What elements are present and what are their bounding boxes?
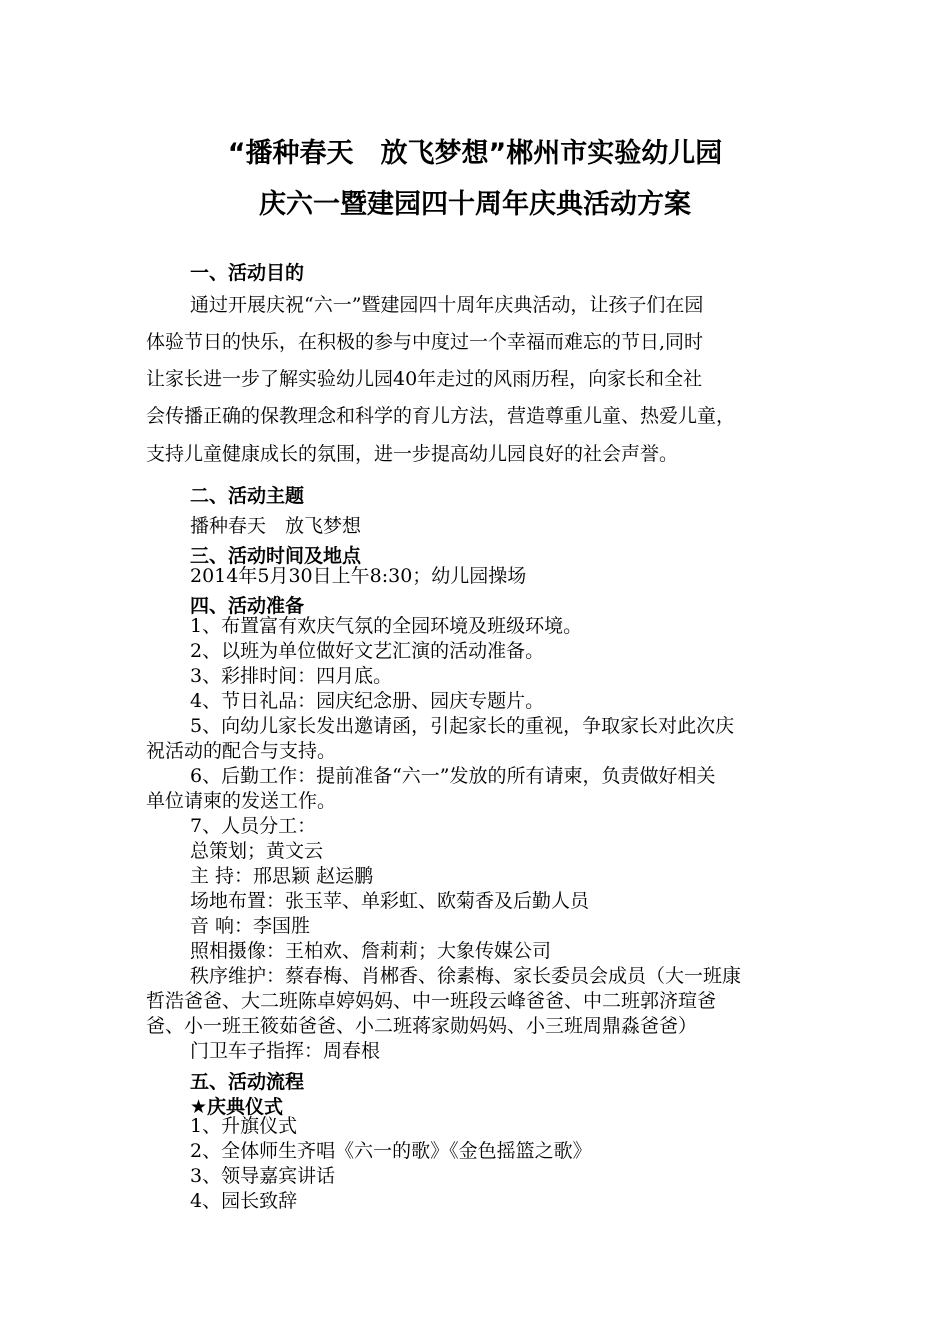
list-item: 3、彩排时间：四月底。: [190, 665, 393, 687]
paragraph-line: 支持儿童健康成长的氛围，进一步提高幼儿园良好的社会声誉。: [146, 443, 679, 465]
list-item: 2、以班为单位做好文艺汇演的活动准备。: [190, 640, 545, 662]
list-item: 单位请柬的发送工作。: [146, 790, 337, 812]
paragraph-line: 会传播正确的保教理念和科学的育儿方法，营造尊重儿童、热爱儿童，: [146, 405, 736, 427]
list-item: 门卫车子指挥：周春根: [190, 1040, 381, 1062]
section-5-heading: 五、活动流程: [190, 1071, 305, 1093]
document-title-line-1: “播种春天 放飞梦想”郴州市实验幼儿园: [227, 138, 723, 169]
list-item: 1、布置富有欢庆气氛的全园环境及班级环境。: [190, 615, 583, 637]
list-item: 爸、小一班王筱茹爸爸、小二班蒋家勋妈妈、小三班周鼎淼爸爸）: [146, 1015, 698, 1037]
list-item: 4、节日礼品：园庆纪念册、园庆专题片。: [190, 690, 545, 712]
list-item: 2、全体师生齐唱《六一的歌》《金色摇篮之歌》: [190, 1140, 592, 1162]
section-1-heading: 一、活动目的: [190, 262, 305, 284]
list-item: 4、园长致辞: [190, 1190, 298, 1212]
list-item: 总策划；黄文云: [190, 840, 324, 862]
ceremony-subheading: ★庆典仪式: [190, 1096, 284, 1118]
list-item: 5、向幼儿家长发出邀请函，引起家长的重视，争取家长对此次庆: [190, 715, 735, 737]
list-item: 祝活动的配合与支持。: [146, 740, 337, 762]
section-2-heading: 二、活动主题: [190, 485, 305, 507]
paragraph-line: 让家长进一步了解实验幼儿园40年走过的风雨历程，向家长和全社: [146, 368, 703, 390]
section-3-heading: 三、活动时间及地点: [190, 545, 362, 567]
list-item: 哲浩爸爸、大二班陈卓婷妈妈、中一班段云峰爸爸、中二班郭济瑄爸: [146, 990, 717, 1012]
list-item: 6、后勤工作：提前准备“六一”发放的所有请柬，负责做好相关: [190, 765, 716, 787]
list-item: 1、升旗仪式: [190, 1115, 298, 1137]
list-item: 3、领导嘉宾讲话: [190, 1165, 336, 1187]
activity-theme: 播种春天 放飞梦想: [190, 515, 362, 537]
list-item: 主 持：邢思颖 赵运鹏: [190, 865, 374, 887]
paragraph-line: 体验节日的快乐，在积极的参与中度过一个幸福而难忘的节日,同时: [146, 331, 704, 353]
list-item: 照相摄像：王柏欢、詹莉莉；大象传媒公司: [190, 940, 552, 962]
list-item: 秩序维护：蔡春梅、肖郴香、徐素梅、家长委员会成员（大一班康: [190, 965, 742, 987]
section-4-heading: 四、活动准备: [190, 595, 305, 617]
list-item: 7、人员分工：: [190, 815, 317, 837]
list-item: 场地布置：张玉苹、单彩虹、欧菊香及后勤人员: [190, 890, 590, 912]
list-item: 音 响：李国胜: [190, 915, 311, 937]
document-title-line-2: 庆六一暨建园四十周年庆典活动方案: [259, 189, 691, 220]
activity-time-place: 2014年5月30日上午8:30；幼儿园操场: [190, 565, 527, 587]
paragraph-line: 通过开展庆祝“六一”暨建园四十周年庆典活动，让孩子们在园: [190, 294, 704, 316]
